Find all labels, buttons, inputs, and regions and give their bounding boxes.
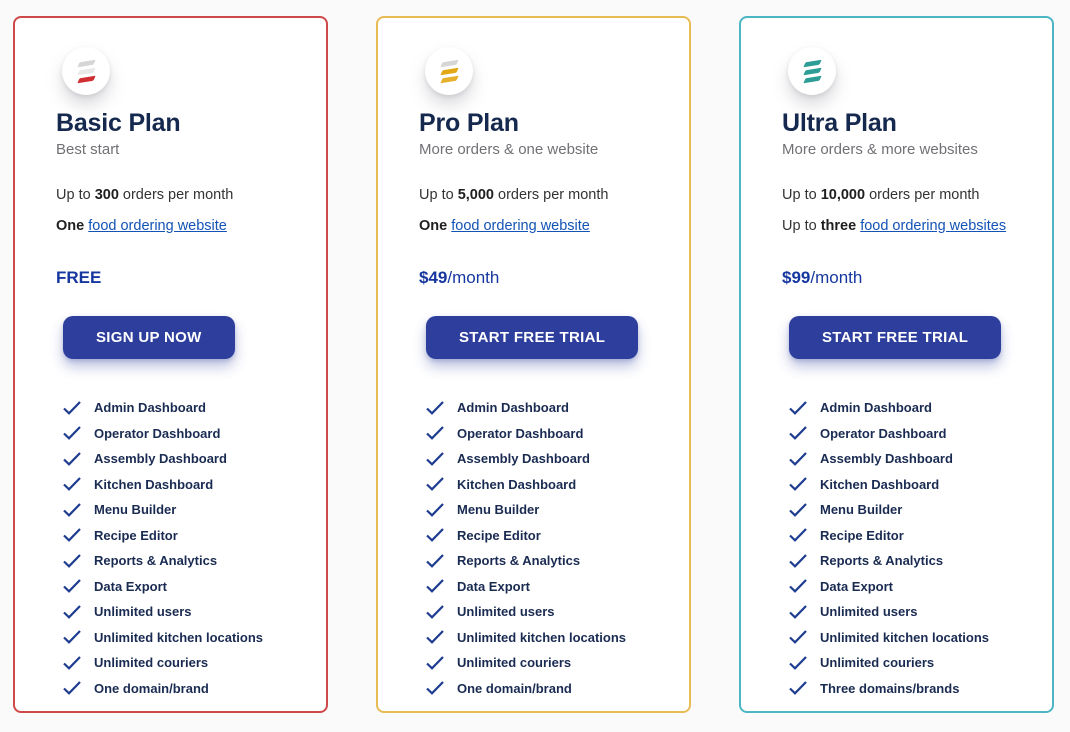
feature-label: Operator Dashboard (94, 425, 221, 441)
brand-stripes (442, 61, 457, 82)
feature-item (426, 599, 663, 625)
feature-label: One domain/brand (94, 680, 209, 696)
check-icon (789, 554, 807, 568)
feature-label: Unlimited couriers (457, 655, 572, 671)
feature-label: One domain/brand (457, 680, 572, 696)
brand-stripes-icon (62, 47, 110, 95)
feature-item (63, 523, 300, 549)
check-icon (426, 579, 444, 593)
check-icon (426, 554, 444, 568)
feature-list (789, 395, 1026, 701)
feature-item (426, 395, 663, 421)
feature-item (789, 446, 1026, 472)
feature-item (63, 497, 300, 523)
check-icon (789, 656, 807, 670)
feature-item (789, 472, 1026, 498)
check-icon (63, 503, 81, 517)
feature-item (426, 421, 663, 447)
check-icon (789, 528, 807, 542)
check-icon (789, 477, 807, 491)
price (782, 269, 1026, 286)
check-icon (789, 426, 807, 440)
price-amount: $49 (419, 268, 448, 287)
check-icon (426, 477, 444, 491)
check-icon (426, 630, 444, 644)
check-icon (789, 503, 807, 517)
check-icon (63, 605, 81, 619)
feature-item (426, 497, 663, 523)
plan-title: Pro Plan (419, 109, 519, 137)
check-icon (63, 426, 81, 440)
start-free-trial-button[interactable]: START FREE TRIAL (789, 316, 1001, 359)
stripe-top (77, 59, 95, 67)
feature-label: Data Export (820, 578, 893, 594)
feature-label: Assembly Dashboard (94, 451, 227, 467)
price-amount: $99 (782, 268, 811, 287)
price-period: /month (810, 268, 863, 287)
check-icon (63, 681, 81, 695)
check-icon (426, 452, 444, 466)
feature-label: Unlimited couriers (820, 655, 935, 671)
feature-label: Unlimited couriers (94, 655, 209, 671)
feature-label: Kitchen Dashboard (820, 476, 940, 492)
plan-subtitle: More orders & more websites (782, 140, 978, 158)
feature-label: Kitchen Dashboard (457, 476, 577, 492)
feature-item (426, 650, 663, 676)
brand-stripes-icon (788, 47, 836, 95)
price-period: /month (447, 268, 500, 287)
stripe-middle (77, 67, 95, 75)
start-free-trial-button[interactable]: START FREE TRIAL (426, 316, 638, 359)
stripe-bottom (77, 75, 95, 83)
stripe-bottom (803, 75, 821, 83)
plan-card-ultra (739, 16, 1054, 713)
orders-prefix: Up to (782, 186, 821, 203)
feature-item (789, 599, 1026, 625)
feature-item (63, 421, 300, 447)
feature-label: Menu Builder (94, 502, 177, 518)
check-icon (426, 528, 444, 542)
price (419, 269, 663, 286)
orders-prefix: Up to (419, 186, 458, 203)
check-icon (63, 656, 81, 670)
feature-list (63, 395, 300, 701)
website-count: One (56, 217, 85, 234)
feature-label: Unlimited kitchen locations (94, 629, 264, 645)
orders-count: 5,000 (457, 186, 494, 203)
orders-limit-line (782, 186, 1026, 204)
feature-label: Assembly Dashboard (457, 451, 590, 467)
feature-label: Admin Dashboard (457, 400, 569, 416)
website-count: One (419, 217, 448, 234)
feature-item (426, 548, 663, 574)
feature-label: Recipe Editor (457, 527, 541, 543)
website-count: three (820, 217, 857, 234)
food-ordering-website-link[interactable]: food ordering website (451, 217, 590, 234)
feature-item (63, 676, 300, 702)
feature-item (789, 395, 1026, 421)
feature-label: Kitchen Dashboard (94, 476, 214, 492)
check-icon (789, 605, 807, 619)
feature-item (789, 548, 1026, 574)
feature-label: Reports & Analytics (457, 553, 581, 569)
price (56, 269, 300, 286)
sign-up-now-button[interactable]: SIGN UP NOW (63, 316, 235, 359)
feature-label: Unlimited kitchen locations (457, 629, 627, 645)
feature-label: Data Export (94, 578, 167, 594)
feature-label: Menu Builder (457, 502, 540, 518)
check-icon (63, 554, 81, 568)
food-ordering-website-link[interactable]: food ordering website (88, 217, 227, 234)
orders-count: 10,000 (820, 186, 866, 203)
orders-suffix: orders per month (865, 186, 980, 203)
feature-label: Unlimited users (457, 604, 555, 620)
feature-item (63, 574, 300, 600)
check-icon (789, 401, 807, 415)
website-prefix: Up to (782, 217, 821, 234)
feature-item (789, 676, 1026, 702)
feature-label: Recipe Editor (820, 527, 904, 543)
website-limit-line (56, 217, 300, 235)
feature-item (426, 625, 663, 651)
plan-subtitle: Best start (56, 140, 120, 158)
feature-item (63, 472, 300, 498)
orders-limit-line (56, 186, 300, 204)
feature-item (63, 548, 300, 574)
feature-label: Data Export (457, 578, 530, 594)
stripe-bottom (440, 75, 458, 83)
feature-item (789, 650, 1026, 676)
stripe-top (803, 59, 821, 67)
feature-label: Unlimited users (820, 604, 918, 620)
stripe-middle (803, 67, 821, 75)
feature-item (63, 599, 300, 625)
feature-item (426, 446, 663, 472)
check-icon (789, 681, 807, 695)
feature-item (63, 625, 300, 651)
check-icon (426, 605, 444, 619)
orders-suffix: orders per month (118, 186, 234, 203)
feature-label: Reports & Analytics (820, 553, 944, 569)
check-icon (63, 630, 81, 644)
food-ordering-website-link[interactable]: food ordering websites (860, 217, 1007, 234)
stripe-top (440, 59, 458, 67)
feature-item (63, 446, 300, 472)
website-limit-line (782, 217, 1026, 235)
check-icon (426, 426, 444, 440)
check-icon (63, 579, 81, 593)
plan-card-basic (13, 16, 328, 713)
feature-item (63, 395, 300, 421)
stripe-middle (440, 67, 458, 75)
feature-item (426, 574, 663, 600)
orders-prefix: Up to (56, 186, 95, 203)
plan-title: Basic Plan (56, 109, 181, 137)
brand-stripes (79, 61, 94, 82)
plan-card-pro (376, 16, 691, 713)
check-icon (426, 681, 444, 695)
feature-label: Assembly Dashboard (820, 451, 953, 467)
feature-label: Unlimited kitchen locations (820, 629, 990, 645)
feature-item (789, 574, 1026, 600)
feature-item (789, 497, 1026, 523)
brand-stripes-icon (425, 47, 473, 95)
feature-item (789, 523, 1026, 549)
orders-suffix: orders per month (493, 186, 609, 203)
feature-item (426, 676, 663, 702)
plan-subtitle: More orders & one website (419, 140, 599, 158)
feature-label: Operator Dashboard (820, 425, 947, 441)
check-icon (63, 401, 81, 415)
feature-label: Operator Dashboard (457, 425, 584, 441)
feature-label: Three domains/brands (820, 680, 960, 696)
feature-label: Menu Builder (820, 502, 903, 518)
feature-list (426, 395, 663, 701)
feature-label: Reports & Analytics (94, 553, 218, 569)
check-icon (789, 452, 807, 466)
price-amount: FREE (56, 268, 102, 287)
feature-label: Admin Dashboard (94, 400, 206, 416)
plan-title: Ultra Plan (782, 109, 897, 137)
orders-count: 300 (94, 186, 119, 203)
website-limit-line (419, 217, 663, 235)
feature-label: Unlimited users (94, 604, 192, 620)
orders-limit-line (419, 186, 663, 204)
check-icon (63, 477, 81, 491)
check-icon (63, 452, 81, 466)
feature-item (426, 523, 663, 549)
check-icon (789, 579, 807, 593)
brand-stripes (805, 61, 820, 82)
check-icon (63, 528, 81, 542)
check-icon (426, 656, 444, 670)
feature-item (789, 625, 1026, 651)
feature-label: Admin Dashboard (820, 400, 932, 416)
feature-item (789, 421, 1026, 447)
feature-item (426, 472, 663, 498)
check-icon (426, 401, 444, 415)
feature-label: Recipe Editor (94, 527, 178, 543)
check-icon (789, 630, 807, 644)
feature-item (63, 650, 300, 676)
check-icon (426, 503, 444, 517)
